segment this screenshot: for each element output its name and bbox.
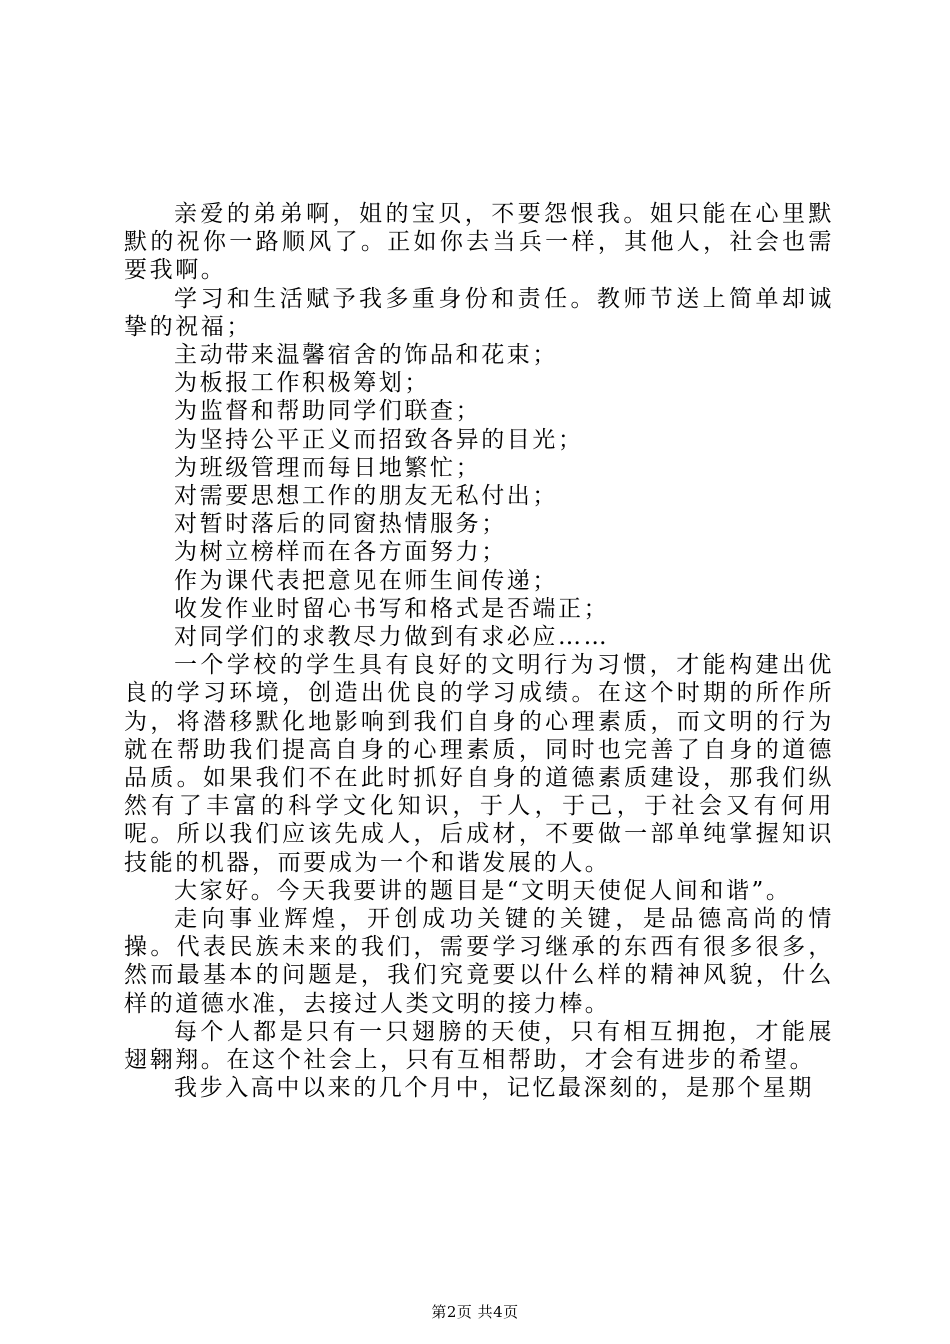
paragraph-4: 大家好。今天我要讲的题目是“文明天使促人间和谐”。 [174,877,792,904]
list-line-9: 作为课代表把意见在师生间传递； [174,567,558,594]
list-line-7: 对暂时落后的同窗热情服务； [174,511,507,538]
paragraph-7: 我步入高中以来的几个月中，记忆最深刻的，是那个星期 [174,1075,814,1102]
paragraph-6: 每个人都是只有一只翅膀的天使，只有相互拥抱，才能展翅翱翔。在这个社会上，只有互相帮助，才会有进步的希望。 [124,1018,834,1074]
list-line-3: 为监督和帮助同学们联查； [174,398,482,425]
page-number-label: 第2页 共4页 [431,1303,519,1321]
document-body [124,200,834,1103]
list-line-5: 为班级管理而每日地繁忙； [174,454,482,481]
list-line-11: 对同学们的求教尽力做到有求必应…… [174,624,610,651]
paragraph-2: 学习和生活赋予我多重身份和责任。教师节送上简单却诚挚的祝福； [124,285,834,340]
list-line-6: 对需要思想工作的朋友无私付出； [174,483,558,510]
paragraph-3: 一个学校的学生具有良好的文明行为习惯，才能构建出优良的学习环境，创造出优良的学习成绩。在这个时期的所作所为，将潜移默化地影响到我们自身的心理素质，而文明的行为就在帮助我们提高自身的心理素质，同时也完善了自身的道德品质。如果我们不在此时抓好自身的道德素质建设，那我们纵然有了丰富的科学文化知识，于人，于己，于社会又有何用呢。所以我们应该先成人，后成材，不要做一部单纯掌握知识技能的机器，而要成为一个和谐发展的人。 [124,652,834,876]
list-line-2: 为板报工作积极筹划； [174,370,430,397]
list-line-10: 收发作业时留心书写和格式是否端正； [174,595,610,622]
paragraph-1: 亲爱的弟弟啊，姐的宝贝，不要怨恨我。姐只能在心里默默的祝你一路顺风了。正如你去当兵一样，其他人，社会也需要我啊。 [124,201,834,284]
list-line-1: 主动带来温馨宿舍的饰品和花束； [174,342,558,369]
paragraph-5: 走向事业辉煌，开创成功关键的关键，是品德高尚的情操。代表民族未来的我们，需要学习继承的东西有很多很多，然而最基本的问题是，我们究竟要以什么样的精神风貌，什么样的道德水准，去接过人类文明的接力棒。 [124,906,834,1017]
list-line-8: 为树立榜样而在各方面努力； [174,539,507,566]
page-footer [0,1302,950,1322]
list-line-4: 为坚持公平正义而招致各异的目光； [174,426,584,453]
